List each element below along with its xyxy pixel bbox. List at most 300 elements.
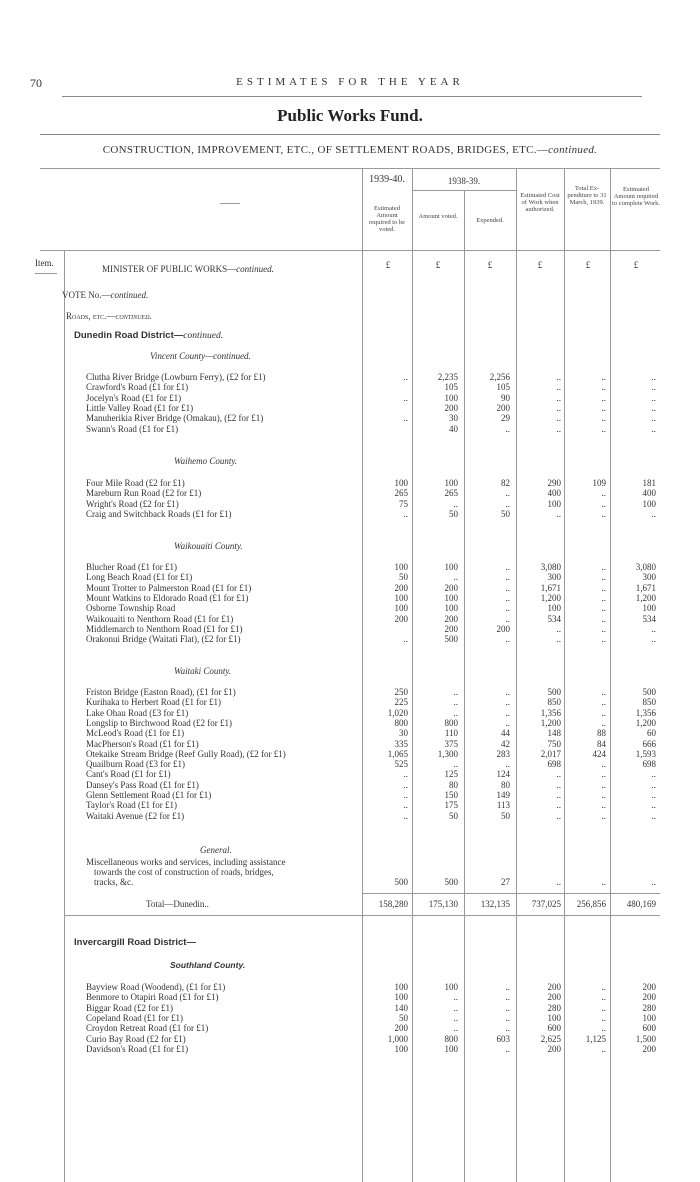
- minister-text: MINISTER OF PUBLIC WORKS—: [102, 264, 237, 274]
- cell-col-5: ..: [601, 1013, 606, 1023]
- item-underline: [35, 273, 57, 274]
- cell-col-1: 100: [394, 982, 408, 992]
- cell-col-4: 698: [547, 759, 561, 769]
- col-rule-6: [610, 168, 611, 1182]
- cell-col-4: 2,017: [540, 749, 561, 759]
- row-label: Lake Ohau Road (£3 for £1): [86, 708, 189, 718]
- cell-col-6: ..: [651, 382, 656, 392]
- row-label: Croydon Retreat Road (£1 for £1): [86, 1023, 209, 1033]
- cell-col-5: ..: [601, 982, 606, 992]
- cell-col-4: 1,200: [540, 718, 561, 728]
- cell-col-4: 1,356: [540, 708, 561, 718]
- cell-col-2: 30: [449, 413, 458, 423]
- cell-col-5: ..: [601, 562, 606, 572]
- cell-col-1: ..: [403, 393, 408, 403]
- cell-col-3: 29: [501, 413, 510, 423]
- cell-col-1: 30: [399, 728, 408, 738]
- cell-col-6: 1,200: [635, 593, 656, 603]
- cell-col-3: 200: [496, 403, 510, 413]
- cell-col-5: ..: [601, 1003, 606, 1013]
- cell-col-3: ..: [505, 603, 510, 613]
- col-rule-2: [412, 168, 413, 1182]
- cell-col-4: 737,025: [531, 899, 561, 909]
- row-label: Jocelyn's Road (£1 for £1): [86, 393, 182, 403]
- cell-col-2: 50: [449, 509, 458, 519]
- cell-col-2: 100: [444, 982, 458, 992]
- cell-col-2: ..: [453, 992, 458, 1002]
- cell-col-4: 400: [547, 488, 561, 498]
- southland-county-heading: Southland County.: [170, 960, 246, 970]
- subtitle-main: CONSTRUCTION, IMPROVEMENT, ETC., OF SETTLEMENT ROADS, BRIDGES, ETC.—: [102, 144, 549, 156]
- cell-col-5: ..: [601, 697, 606, 707]
- cell-col-1: 335: [394, 739, 408, 749]
- cell-col-5: ..: [601, 634, 606, 644]
- cell-col-1: 200: [394, 583, 408, 593]
- cell-col-4: ..: [556, 769, 561, 779]
- item-column-rule: [64, 250, 65, 1182]
- cell-col-4: ..: [556, 393, 561, 403]
- table-subtitle: [0, 144, 700, 156]
- cell-col-5: ..: [601, 393, 606, 403]
- cell-col-5: ..: [601, 499, 606, 509]
- cell-col-2: 100: [444, 603, 458, 613]
- cell-col-2: 200: [444, 583, 458, 593]
- cell-col-3: 603: [496, 1034, 510, 1044]
- cell-col-1: ..: [403, 811, 408, 821]
- cell-col-4: 3,080: [540, 562, 561, 572]
- fund-title: Public Works Fund.: [277, 106, 423, 125]
- cell-col-4: 290: [547, 478, 561, 488]
- cell-col-6: 850: [642, 697, 656, 707]
- pound-col-2: £: [435, 260, 441, 270]
- cell-col-2: ..: [453, 1013, 458, 1023]
- cell-col-1: ..: [403, 509, 408, 519]
- cell-col-4: ..: [556, 403, 561, 413]
- cell-col-2: 200: [444, 403, 458, 413]
- cell-col-2: 80: [449, 780, 458, 790]
- cell-col-3: 105: [496, 382, 510, 392]
- title-rule: [40, 134, 660, 135]
- cell-col-5: ..: [601, 603, 606, 613]
- row-label: Crawford's Road (£1 for £1): [86, 382, 189, 392]
- cell-col-3: ..: [505, 499, 510, 509]
- cell-col-3: ..: [505, 614, 510, 624]
- cell-col-5: ..: [601, 593, 606, 603]
- cell-col-5: ..: [601, 992, 606, 1002]
- cell-col-3: ..: [505, 424, 510, 434]
- cell-col-6: 1,356: [635, 708, 656, 718]
- row-label: Kurihaka to Herbert Road (£1 for £1): [86, 697, 221, 707]
- cell-col-2: 265: [444, 488, 458, 498]
- minister-heading: [102, 264, 274, 274]
- row-label: Quailburn Road (£3 for £1): [86, 759, 185, 769]
- dunedin-continued: continued.: [183, 331, 224, 341]
- cell-col-1: ..: [403, 800, 408, 810]
- col-estimated-cost: Estimated Cost of Work when authorized.: [520, 192, 560, 213]
- waikouaiti-county-heading: Waikouaiti County.: [174, 541, 243, 551]
- cell-col-6: ..: [651, 790, 656, 800]
- cell-col-2: 150: [444, 790, 458, 800]
- cell-col-2: 100: [444, 478, 458, 488]
- row-label: Mareburn Run Road (£2 for £1): [86, 488, 202, 498]
- cell-col-3: 149: [496, 790, 510, 800]
- cell-col-2: 2,235: [437, 372, 458, 382]
- cell-col-3: 124: [496, 769, 510, 779]
- cell-col-6: 181: [642, 478, 656, 488]
- cell-col-5: 88: [597, 728, 606, 738]
- cell-col-2: ..: [453, 697, 458, 707]
- col-rule-3: [464, 190, 465, 1182]
- cell-col-4: 300: [547, 572, 561, 582]
- cell-col-5: ..: [601, 583, 606, 593]
- cell-col-4: 200: [547, 982, 561, 992]
- cell-col-4: 200: [547, 992, 561, 1002]
- cell-col-4: ..: [556, 624, 561, 634]
- cell-col-6: 200: [642, 992, 656, 1002]
- cell-col-5: ..: [601, 614, 606, 624]
- row-label: MacPherson's Road (£1 for £1): [86, 739, 199, 749]
- row-label: Taylor's Road (£1 for £1): [86, 800, 177, 810]
- cell-col-3: ..: [505, 562, 510, 572]
- dunedin-text: Dunedin Road District—: [74, 330, 184, 341]
- cell-col-2: 100: [444, 562, 458, 572]
- roads-continued: continued.: [115, 311, 152, 321]
- cell-col-6: 3,080: [635, 562, 656, 572]
- cell-col-5: ..: [601, 718, 606, 728]
- cell-col-5: ..: [601, 488, 606, 498]
- cell-col-6: 280: [642, 1003, 656, 1013]
- total-label: Total—Dunedin..: [146, 899, 209, 909]
- cell-col-2: ..: [453, 572, 458, 582]
- cell-col-2: 500: [444, 634, 458, 644]
- cell-col-6: 534: [642, 614, 656, 624]
- minister-continued: continued.: [236, 264, 274, 274]
- cell-col-2: ..: [453, 759, 458, 769]
- cell-col-6: 1,200: [635, 718, 656, 728]
- cell-col-6: 100: [642, 499, 656, 509]
- cell-col-3: 283: [496, 749, 510, 759]
- cell-col-1: 158,280: [378, 899, 408, 909]
- cell-col-2: 375: [444, 739, 458, 749]
- cell-col-1: 1,020: [387, 708, 408, 718]
- cell-col-6: 1,593: [635, 749, 656, 759]
- cell-col-3: 132,135: [480, 899, 510, 909]
- row-label: Mount Trotter to Palmerston Road (£1 for £1): [86, 583, 252, 593]
- cell-col-6: ..: [651, 780, 656, 790]
- cell-col-6: 600: [642, 1023, 656, 1033]
- cell-col-6: ..: [651, 509, 656, 519]
- cell-col-5: ..: [601, 372, 606, 382]
- cell-col-5: 84: [597, 739, 606, 749]
- cell-col-4: 500: [547, 687, 561, 697]
- cell-col-6: 400: [642, 488, 656, 498]
- cell-col-1: 225: [394, 697, 408, 707]
- cell-col-4: ..: [556, 634, 561, 644]
- cell-col-5: ..: [601, 1044, 606, 1054]
- cell-col-2: 200: [444, 614, 458, 624]
- cell-col-2: 175,130: [428, 899, 458, 909]
- cell-col-1: 500: [394, 877, 408, 887]
- cell-col-1: ..: [403, 780, 408, 790]
- row-label: Little Valley Road (£1 for £1): [86, 403, 194, 413]
- cell-col-5: ..: [601, 382, 606, 392]
- cell-col-3: ..: [505, 718, 510, 728]
- cell-col-6: 200: [642, 1044, 656, 1054]
- cell-col-3: ..: [505, 982, 510, 992]
- dunedin-district-heading: [74, 330, 223, 341]
- cell-col-3: ..: [505, 687, 510, 697]
- cell-col-6: ..: [651, 769, 656, 779]
- cell-col-2: 500: [444, 877, 458, 887]
- cell-col-2: 50: [449, 811, 458, 821]
- roads-text: Roads, etc.—: [66, 311, 116, 321]
- cell-col-5: ..: [601, 877, 606, 887]
- cell-col-5: ..: [601, 413, 606, 423]
- cell-col-4: 200: [547, 1044, 561, 1054]
- row-label: Osborne Township Road: [86, 603, 176, 613]
- col-rule-1: [362, 168, 363, 1182]
- cell-col-4: ..: [556, 811, 561, 821]
- cell-col-4: ..: [556, 382, 561, 392]
- cell-col-3: ..: [505, 488, 510, 498]
- cell-col-4: 534: [547, 614, 561, 624]
- col-rule-5: [564, 168, 565, 1182]
- cell-col-5: ..: [601, 687, 606, 697]
- cell-col-1: 250: [394, 687, 408, 697]
- cell-col-4: ..: [556, 790, 561, 800]
- cell-col-6: ..: [651, 403, 656, 413]
- vote-text: VOTE No.—: [62, 290, 111, 300]
- cell-col-1: 800: [394, 718, 408, 728]
- cell-col-1: 100: [394, 562, 408, 572]
- cell-col-5: ..: [601, 509, 606, 519]
- row-label: Davidson's Road (£1 for £1): [86, 1044, 189, 1054]
- cell-col-3: 82: [501, 478, 510, 488]
- cell-col-1: 100: [394, 1044, 408, 1054]
- cell-col-6: ..: [651, 372, 656, 382]
- pound-col-5: £: [585, 260, 591, 270]
- cell-col-5: ..: [601, 424, 606, 434]
- cell-col-4: 100: [547, 603, 561, 613]
- cell-col-2: 100: [444, 1044, 458, 1054]
- cell-col-6: 1,671: [635, 583, 656, 593]
- cell-col-4: ..: [556, 800, 561, 810]
- col-estimated-required: Estimated Amount required to be voted.: [368, 205, 406, 233]
- cell-col-4: 2,625: [540, 1034, 561, 1044]
- cell-col-2: 110: [444, 728, 458, 738]
- cell-col-6: ..: [651, 393, 656, 403]
- header-rule: [62, 96, 642, 97]
- cell-col-4: 1,200: [540, 593, 561, 603]
- cell-col-6: 480,169: [626, 899, 656, 909]
- cell-col-5: 424: [592, 749, 606, 759]
- cell-col-6: ..: [651, 634, 656, 644]
- cell-col-1: 100: [394, 478, 408, 488]
- invercargill-district-heading: Invercargill Road District—: [74, 937, 196, 948]
- cell-col-1: 265: [394, 488, 408, 498]
- roads-heading: [66, 311, 152, 321]
- cell-col-2: 1,300: [437, 749, 458, 759]
- row-label: Blucher Road (£1 for £1): [86, 562, 177, 572]
- cell-col-3: 80: [501, 780, 510, 790]
- cell-col-1: 1,000: [387, 1034, 408, 1044]
- cell-col-1: 100: [394, 992, 408, 1002]
- row-label: Curio Bay Road (£2 for £1): [86, 1034, 186, 1044]
- cell-col-2: ..: [453, 708, 458, 718]
- cell-col-6: 200: [642, 982, 656, 992]
- cell-col-4: ..: [556, 509, 561, 519]
- cell-col-2: 100: [444, 393, 458, 403]
- cell-col-4: 600: [547, 1023, 561, 1033]
- cell-col-2: 100: [444, 593, 458, 603]
- row-label: Craig and Switchback Roads (£1 for £1): [86, 509, 232, 519]
- cell-col-5: ..: [601, 790, 606, 800]
- cell-col-5: ..: [601, 708, 606, 718]
- cell-col-1: 140: [394, 1003, 408, 1013]
- cell-col-5: ..: [601, 811, 606, 821]
- cell-col-1: 50: [399, 572, 408, 582]
- cell-col-6: 500: [642, 687, 656, 697]
- cell-col-3: ..: [505, 572, 510, 582]
- cell-col-4: 100: [547, 499, 561, 509]
- cell-col-6: 100: [642, 1013, 656, 1023]
- cell-col-4: 750: [547, 739, 561, 749]
- cell-col-5: ..: [601, 780, 606, 790]
- cell-col-4: ..: [556, 877, 561, 887]
- cell-col-6: ..: [651, 424, 656, 434]
- cell-col-6: ..: [651, 624, 656, 634]
- year-1938-39: 1938-39.: [447, 176, 481, 186]
- row-label: Biggar Road (£2 for £1): [86, 1003, 173, 1013]
- row-label: Clutha River Bridge (Lowburn Ferry), (£2 for £1): [86, 372, 266, 382]
- header-dash: ——: [220, 198, 240, 209]
- cell-col-5: ..: [601, 759, 606, 769]
- cell-col-6: 698: [642, 759, 656, 769]
- col-amount-voted: Amount voted.: [418, 213, 458, 220]
- cell-col-4: 850: [547, 697, 561, 707]
- cell-col-3: ..: [505, 1044, 510, 1054]
- cell-col-5: 256,856: [576, 899, 606, 909]
- cell-col-3: 44: [501, 728, 510, 738]
- cell-col-6: 100: [642, 603, 656, 613]
- waihemo-county-heading: Waihemo County.: [174, 456, 238, 466]
- cell-col-1: 525: [394, 759, 408, 769]
- row-label: Friston Bridge (Easton Road), (£1 for £1): [86, 687, 236, 697]
- total-top-rule: [362, 893, 660, 894]
- vote-continued: continued.: [110, 290, 149, 300]
- table-top-rule: [40, 168, 660, 169]
- cell-col-2: 105: [444, 382, 458, 392]
- cell-col-2: ..: [453, 687, 458, 697]
- total-bottom-rule: [64, 915, 660, 916]
- cell-col-6: 60: [647, 728, 656, 738]
- cell-col-1: 100: [394, 593, 408, 603]
- row-label: Long Beach Road (£1 for £1): [86, 572, 193, 582]
- col-expended: Expended.: [476, 217, 504, 224]
- cell-col-6: ..: [651, 877, 656, 887]
- cell-col-1: 200: [394, 614, 408, 624]
- cell-col-5: ..: [601, 769, 606, 779]
- cell-col-4: 1,671: [540, 583, 561, 593]
- cell-col-5: ..: [601, 403, 606, 413]
- cell-col-5: ..: [601, 624, 606, 634]
- cell-col-5: 109: [592, 478, 606, 488]
- row-label: Mount Watkins to Eldorado Road (£1 for £1): [86, 593, 249, 603]
- col-rule-4: [516, 168, 517, 1182]
- row-label: Wright's Road (£2 for £1): [86, 499, 179, 509]
- cell-col-3: 90: [501, 393, 510, 403]
- cell-col-3: ..: [505, 1013, 510, 1023]
- vincent-county-heading: Vincent County—continued.: [150, 351, 251, 361]
- row-label: Cant's Road (£1 for £1): [86, 769, 171, 779]
- cell-col-4: 100: [547, 1013, 561, 1023]
- cell-col-1: ..: [403, 790, 408, 800]
- cell-col-3: ..: [505, 634, 510, 644]
- cell-col-3: 42: [501, 739, 510, 749]
- cell-col-3: ..: [505, 1003, 510, 1013]
- cell-col-1: ..: [403, 634, 408, 644]
- misc-line-2: towards the cost of construction of roads, bridges,: [94, 867, 274, 877]
- cell-col-2: 800: [444, 1034, 458, 1044]
- cell-col-3: ..: [505, 759, 510, 769]
- row-label: Waitaki Avenue (£2 for £1): [86, 811, 185, 821]
- page-number: 70: [30, 76, 42, 90]
- row-label: Glenn Settlement Road (£1 for £1): [86, 790, 212, 800]
- year-1939-40: 1939-40.: [369, 174, 405, 185]
- cell-col-2: 40: [449, 424, 458, 434]
- cell-col-3: 113: [496, 800, 510, 810]
- cell-col-3: ..: [505, 708, 510, 718]
- cell-col-3: 27: [501, 877, 510, 887]
- running-title: ESTIMATES FOR THE YEAR: [236, 76, 464, 88]
- row-label: Otekaike Stream Bridge (Reef Gully Road), (£2 for £1): [86, 749, 286, 759]
- cell-col-2: ..: [453, 1023, 458, 1033]
- waitaki-county-heading: Waitaki County.: [174, 666, 232, 676]
- cell-col-3: ..: [505, 697, 510, 707]
- item-label: Item.: [35, 258, 54, 268]
- cell-col-6: 666: [642, 739, 656, 749]
- cell-col-2: 125: [444, 769, 458, 779]
- cell-col-1: 200: [394, 1023, 408, 1033]
- cell-col-5: ..: [601, 800, 606, 810]
- cell-col-3: 50: [501, 811, 510, 821]
- row-label: Longslip to Birchwood Road (£2 for £1): [86, 718, 232, 728]
- cell-col-1: ..: [403, 413, 408, 423]
- col-estimated-complete: Estimated Amount required to complete Work.: [612, 186, 660, 207]
- cell-col-1: ..: [403, 372, 408, 382]
- cell-col-3: ..: [505, 583, 510, 593]
- cell-col-6: ..: [651, 413, 656, 423]
- pound-col-6: £: [633, 260, 639, 270]
- row-label: Manuherikia River Bridge (Omakau), (£2 for £1): [86, 413, 264, 423]
- cell-col-2: 200: [444, 624, 458, 634]
- row-label: Swann's Road (£1 for £1): [86, 424, 179, 434]
- row-label: McLeod's Road (£1 for £1): [86, 728, 185, 738]
- cell-col-3: 50: [501, 509, 510, 519]
- subtitle-continued: continued.: [548, 144, 598, 156]
- cell-col-5: ..: [601, 1023, 606, 1033]
- cell-col-4: ..: [556, 424, 561, 434]
- cell-col-6: ..: [651, 800, 656, 810]
- cell-col-1: 1,065: [387, 749, 408, 759]
- cell-col-5: ..: [601, 572, 606, 582]
- table-header-rule: [40, 250, 660, 251]
- cell-col-1: 100: [394, 603, 408, 613]
- cell-col-1: ..: [403, 769, 408, 779]
- cell-col-2: ..: [453, 499, 458, 509]
- cell-col-4: ..: [556, 413, 561, 423]
- cell-col-3: 200: [496, 624, 510, 634]
